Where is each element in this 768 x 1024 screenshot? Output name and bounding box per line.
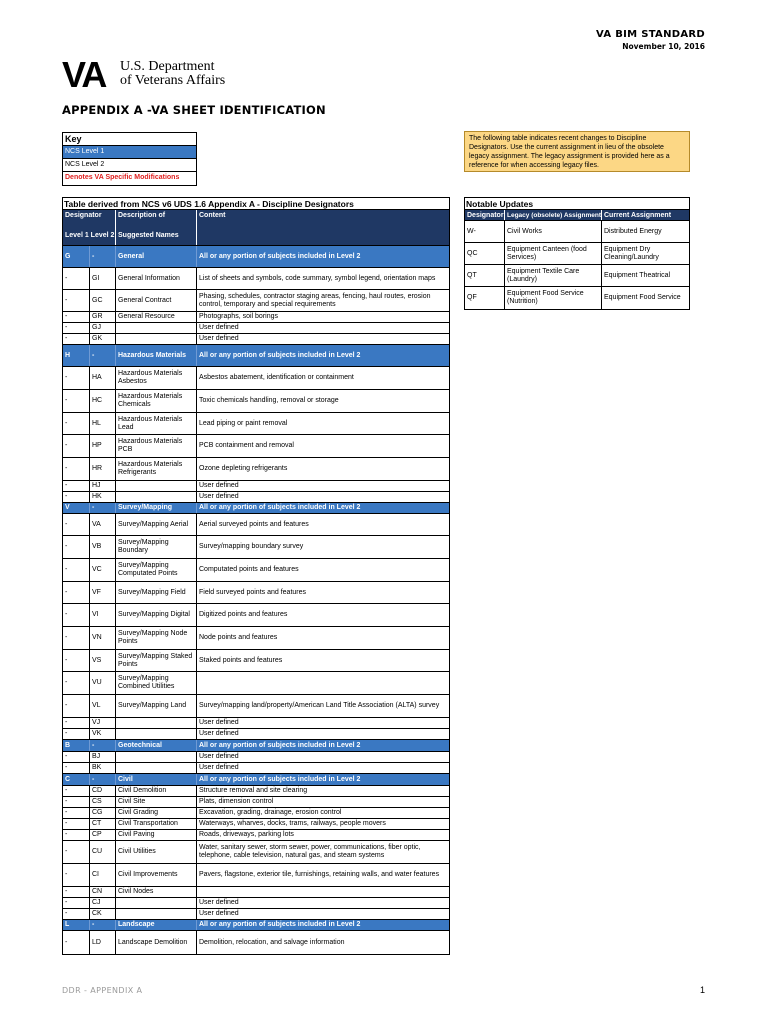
level-1-cell: B xyxy=(63,740,90,751)
name-cell: Survey/Mapping Digital xyxy=(116,604,197,626)
document-header xyxy=(596,29,705,51)
level-1-cell: - xyxy=(63,290,90,311)
content-cell: User defined xyxy=(199,730,239,737)
content-cell: Staked points and features xyxy=(199,656,283,664)
level-1-cell: - xyxy=(63,841,90,863)
name-cell: Landscape Demolition xyxy=(116,931,197,954)
level-1-cell: - xyxy=(63,718,90,728)
level-2-cell: HL xyxy=(90,413,116,434)
level-2-cell: HK xyxy=(90,492,116,502)
content-cell: All or any portion of subjects included in Level 2 xyxy=(199,351,361,359)
level-2-cell: GJ xyxy=(90,323,116,333)
table-caption: Table derived from NCS v6 UDS 1.6 Appendix A - Discipline Designators xyxy=(63,198,449,210)
level-2-cell: GR xyxy=(90,312,116,322)
level-1-cell: - xyxy=(63,435,90,457)
table-row xyxy=(63,627,449,650)
table-row xyxy=(63,864,449,887)
name-cell: Civil Grading xyxy=(116,808,197,818)
name-cell: Civil Nodes xyxy=(116,887,197,897)
level-2-cell: CP xyxy=(90,830,116,840)
table-row xyxy=(63,492,449,503)
level-2-cell: VJ xyxy=(90,718,116,728)
name-cell: Hazardous Materials PCB xyxy=(116,435,197,457)
level-2-cell: VB xyxy=(90,536,116,558)
name-cell xyxy=(116,898,197,908)
content-cell: Survey/mapping land/property/American Land Title Association (ALTA) survey xyxy=(199,702,440,709)
content-cell: Lead piping or paint removal xyxy=(199,419,288,427)
content-cell: All or any portion of subjects included in Level 2 xyxy=(199,775,361,783)
name-cell: General Contract xyxy=(116,290,197,311)
update-designator-cell: W- xyxy=(465,221,505,242)
update-current-cell: Equipment Food Service xyxy=(604,294,681,301)
key-legend xyxy=(62,132,197,186)
table-body xyxy=(63,246,449,954)
level-2-cell: CG xyxy=(90,808,116,818)
content-cell: Photographs, soil borings xyxy=(199,313,278,320)
level-2-cell: HJ xyxy=(90,481,116,491)
level-2-cell: HR xyxy=(90,458,116,480)
name-cell: Survey/Mapping Aerial xyxy=(116,514,197,535)
level-1-cell: - xyxy=(63,367,90,389)
level-1-cell: - xyxy=(63,909,90,919)
name-cell: Landscape xyxy=(116,920,197,930)
name-cell: Hazardous Materials Asbestos xyxy=(116,367,197,389)
level-1-cell: - xyxy=(63,931,90,954)
name-cell: Survey/Mapping xyxy=(116,503,197,513)
va-logo-text xyxy=(120,60,225,88)
content-cell: List of sheets and symbols, code summary, symbol legend, orientation maps xyxy=(199,274,436,282)
level-1-cell: L xyxy=(63,920,90,930)
level-1-cell: - xyxy=(63,752,90,762)
table-row xyxy=(63,819,449,830)
level-1-cell: - xyxy=(63,808,90,818)
level-1-cell: - xyxy=(63,536,90,558)
level-2-cell: - xyxy=(90,920,116,930)
table-row xyxy=(63,797,449,808)
update-current-cell: Distributed Energy xyxy=(604,227,662,235)
key-va-modifications: Denotes VA Specific Modifications xyxy=(65,174,180,181)
content-cell: Digitized points and features xyxy=(199,611,288,618)
level-1-cell: - xyxy=(63,458,90,480)
page-title: APPENDIX A -VA SHEET IDENTIFICATION xyxy=(62,103,326,117)
content-cell: User defined xyxy=(199,764,239,771)
name-cell xyxy=(116,334,197,344)
updates-caption: Notable Updates xyxy=(465,198,689,210)
content-cell: User defined xyxy=(199,910,239,917)
table-row xyxy=(63,559,449,582)
table-row xyxy=(63,931,449,954)
name-cell: Survey/Mapping Land xyxy=(116,695,197,717)
level-2-cell: CI xyxy=(90,864,116,886)
level-1-cell: - xyxy=(63,582,90,603)
level-1-row xyxy=(63,246,449,268)
update-legacy-cell: Civil Works xyxy=(505,221,602,242)
level-2-cell: VU xyxy=(90,672,116,694)
va-logo-line2: of Veterans Affairs xyxy=(120,73,226,88)
update-legacy-cell: Equipment Textile Care (Laundry) xyxy=(505,265,602,286)
document-date: November 10, 2016 xyxy=(622,42,705,51)
level-2-cell: VA xyxy=(90,514,116,535)
content-cell: Plats, dimension control xyxy=(199,798,274,805)
update-designator-cell: QC xyxy=(465,243,505,264)
content-cell: Water, sanitary sewer, storm sewer, power, communications, fiber optic, telephone, cable television, natural gas, and steam systems xyxy=(199,844,421,859)
level-1-cell: - xyxy=(63,898,90,908)
level-1-cell: - xyxy=(63,830,90,840)
content-cell: All or any portion of subjects included in Level 2 xyxy=(199,252,361,260)
level-labels: Level 1 Level 2 xyxy=(65,232,115,239)
content-cell: Asbestos abatement, identification or containment xyxy=(199,374,354,381)
update-row xyxy=(465,221,689,243)
content-cell: User defined xyxy=(199,899,239,906)
content-cell: Computated points and features xyxy=(199,566,299,573)
table-row xyxy=(63,729,449,740)
level-1-cell: - xyxy=(63,819,90,829)
name-cell: Hazardous Materials Chemicals xyxy=(116,390,197,412)
level-1-cell: - xyxy=(63,559,90,581)
level-2-cell: HA xyxy=(90,367,116,389)
level-1-row xyxy=(63,345,449,367)
level-2-cell: BJ xyxy=(90,752,116,762)
level-2-cell: GC xyxy=(90,290,116,311)
update-legacy-cell: Equipment Canteen (food Services) xyxy=(505,243,602,264)
level-2-cell: GK xyxy=(90,334,116,344)
level-2-cell: VN xyxy=(90,627,116,649)
update-legacy-cell: Equipment Food Service (Nutrition) xyxy=(505,287,602,309)
content-cell: Field surveyed points and features xyxy=(199,588,307,596)
suggested-names-label: Suggested Names xyxy=(118,232,179,239)
table-row xyxy=(63,898,449,909)
level-1-cell: - xyxy=(63,627,90,649)
update-row xyxy=(465,265,689,287)
table-row xyxy=(63,841,449,864)
name-cell: Hazardous Materials Refrigerants xyxy=(116,458,197,480)
table-row xyxy=(63,909,449,920)
description-header xyxy=(116,210,197,245)
content-cell: Structure removal and site clearing xyxy=(199,787,308,794)
page-number: 1 xyxy=(699,985,705,995)
level-1-cell: - xyxy=(63,864,90,886)
standard-title: VA BIM STANDARD xyxy=(596,29,705,40)
level-2-cell: VF xyxy=(90,582,116,603)
name-cell: Civil Transportation xyxy=(116,819,197,829)
content-cell: User defined xyxy=(199,324,239,331)
level-2-cell: HC xyxy=(90,390,116,412)
level-2-cell: - xyxy=(90,503,116,513)
table-row xyxy=(63,312,449,323)
level-2-cell: - xyxy=(90,740,116,751)
designator-header xyxy=(63,210,116,245)
level-2-cell: BK xyxy=(90,763,116,773)
table-row xyxy=(63,650,449,672)
content-cell: PCB containment and removal xyxy=(199,442,294,449)
table-row xyxy=(63,582,449,604)
level-1-row xyxy=(63,740,449,752)
content-cell: All or any portion of subjects included in Level 2 xyxy=(199,741,361,749)
name-cell xyxy=(116,909,197,919)
name-cell xyxy=(116,763,197,773)
name-cell: Civil Improvements xyxy=(116,864,197,886)
updates-legacy-header: Legacy (obsolete) Assignment xyxy=(507,211,602,219)
level-1-cell: - xyxy=(63,268,90,289)
level-1-cell: C xyxy=(63,774,90,785)
content-cell: Demolition, relocation, and salvage information xyxy=(199,938,345,946)
content-cell: User defined xyxy=(199,719,239,726)
name-cell: Civil Paving xyxy=(116,830,197,840)
name-cell xyxy=(116,492,197,502)
table-row xyxy=(63,752,449,763)
name-cell: Survey/Mapping Node Points xyxy=(116,627,197,649)
name-cell: Civil Site xyxy=(116,797,197,807)
name-cell: Survey/Mapping Staked Points xyxy=(116,650,197,671)
table-row xyxy=(63,695,449,718)
level-1-row xyxy=(63,920,449,931)
content-cell: Aerial surveyed points and features xyxy=(199,520,309,528)
content-cell: Ozone depleting refrigerants xyxy=(199,465,288,472)
name-cell: Hazardous Materials Lead xyxy=(116,413,197,434)
table-row xyxy=(63,334,449,345)
table-row xyxy=(63,367,449,390)
content-cell: Pavers, flagstone, exterior tile, furnishings, retaining walls, and water features xyxy=(199,871,440,878)
name-cell: Survey/Mapping Boundary xyxy=(116,536,197,558)
level-1-cell: H xyxy=(63,345,90,366)
table-row xyxy=(63,763,449,774)
level-1-cell: - xyxy=(63,650,90,671)
name-cell: Civil xyxy=(116,774,197,785)
level-1-cell: - xyxy=(63,492,90,502)
level-1-cell: - xyxy=(63,514,90,535)
level-2-cell: VI xyxy=(90,604,116,626)
name-cell: Hazardous Materials xyxy=(116,345,197,366)
update-current-cell: Equipment Dry Cleaning/Laundry xyxy=(604,245,659,261)
level-1-cell: - xyxy=(63,763,90,773)
content-cell: User defined xyxy=(199,493,239,500)
level-1-cell: - xyxy=(63,887,90,897)
level-2-cell: CT xyxy=(90,819,116,829)
name-cell xyxy=(116,718,197,728)
update-row xyxy=(465,243,689,265)
name-cell: Survey/Mapping Computated Points xyxy=(116,559,197,581)
level-1-cell: - xyxy=(63,481,90,491)
update-designator-cell: QF xyxy=(465,287,505,309)
va-logo-mark: VA xyxy=(62,54,106,95)
content-cell: User defined xyxy=(199,482,239,489)
level-1-cell: - xyxy=(63,413,90,434)
table-row xyxy=(63,672,449,695)
content-cell: All or any portion of subjects included in Level 2 xyxy=(199,504,361,511)
description-label: Description of xyxy=(118,212,166,219)
update-row xyxy=(465,287,689,309)
level-2-cell: CU xyxy=(90,841,116,863)
table-row xyxy=(63,718,449,729)
level-2-cell: HP xyxy=(90,435,116,457)
level-1-cell: - xyxy=(63,390,90,412)
name-cell: General Information xyxy=(116,268,197,289)
changes-note: The following table indicates recent changes to Discipline Designators. Use the current assignment in lieu of the obsolete legacy assignment. The legacy assignment is provided here as a reference for when accessing legacy files. xyxy=(464,131,690,172)
content-cell: Excavation, grading, drainage, erosion control xyxy=(199,809,342,816)
level-2-cell: GI xyxy=(90,268,116,289)
level-2-cell: CS xyxy=(90,797,116,807)
level-2-cell: LD xyxy=(90,931,116,954)
content-label: Content xyxy=(199,212,226,219)
table-row xyxy=(63,413,449,435)
name-cell: Survey/Mapping Combined Utilities xyxy=(116,672,197,694)
content-cell: Phasing, schedules, contractor staging areas, fencing, haul routes, erosion control, temporary and special requirements xyxy=(199,292,431,308)
level-2-cell: - xyxy=(90,774,116,785)
table-row xyxy=(63,887,449,898)
update-designator-cell: QT xyxy=(465,265,505,286)
name-cell xyxy=(116,729,197,739)
name-cell: Civil Utilities xyxy=(116,841,197,863)
notable-updates-table xyxy=(464,197,690,310)
update-current-cell: Equipment Theatrical xyxy=(604,271,671,279)
designator-label: Designator xyxy=(65,212,102,219)
level-1-cell: - xyxy=(63,729,90,739)
name-cell xyxy=(116,752,197,762)
updates-designator-header: Designator xyxy=(467,211,504,219)
name-cell xyxy=(116,323,197,333)
level-1-cell: - xyxy=(63,604,90,626)
level-2-cell: CK xyxy=(90,909,116,919)
level-1-cell: - xyxy=(63,797,90,807)
table-row xyxy=(63,290,449,312)
level-1-row xyxy=(63,503,449,514)
level-1-cell: V xyxy=(63,503,90,513)
table-row xyxy=(63,536,449,559)
level-1-cell: - xyxy=(63,672,90,694)
content-cell: Waterways, wharves, docks, trams, railways, people movers xyxy=(199,820,386,827)
level-1-cell: - xyxy=(63,323,90,333)
name-cell: Survey/Mapping Field xyxy=(116,582,197,603)
name-cell: Geotechnical xyxy=(116,740,197,751)
content-cell: Survey/mapping boundary survey xyxy=(199,543,304,550)
updates-header xyxy=(465,210,689,221)
content-cell: All or any portion of subjects included in Level 2 xyxy=(199,921,361,928)
table-row xyxy=(63,458,449,481)
content-cell: Roads, driveways, parking lots xyxy=(199,831,294,838)
content-header xyxy=(197,210,449,245)
table-row xyxy=(63,481,449,492)
level-1-cell: - xyxy=(63,334,90,344)
table-row xyxy=(63,808,449,819)
level-1-cell: G xyxy=(63,246,90,267)
key-title: Key xyxy=(63,133,196,146)
content-cell xyxy=(197,672,449,694)
level-1-row xyxy=(63,774,449,786)
va-logo-line1: U.S. Department xyxy=(120,59,215,74)
content-cell: Toxic chemicals handling, removal or storage xyxy=(199,397,339,404)
content-cell: Node points and features xyxy=(199,634,278,641)
level-2-cell: CD xyxy=(90,786,116,796)
key-ncs-level-2: NCS Level 2 xyxy=(63,159,196,172)
level-2-cell: VK xyxy=(90,729,116,739)
updates-body xyxy=(465,221,689,309)
level-1-cell: - xyxy=(63,312,90,322)
updates-current-header: Current Assignment xyxy=(604,211,672,219)
level-2-cell: VS xyxy=(90,650,116,671)
table-row xyxy=(63,323,449,334)
level-2-cell: CJ xyxy=(90,898,116,908)
discipline-designators-table xyxy=(62,197,450,955)
level-2-cell: - xyxy=(90,246,116,267)
name-cell: General xyxy=(116,246,197,267)
table-row xyxy=(63,786,449,797)
level-1-cell: - xyxy=(63,695,90,717)
table-row xyxy=(63,390,449,413)
table-header xyxy=(63,210,449,246)
level-2-cell: VL xyxy=(90,695,116,717)
table-row xyxy=(63,604,449,627)
table-row xyxy=(63,268,449,290)
level-2-cell: - xyxy=(90,345,116,366)
level-2-cell: VC xyxy=(90,559,116,581)
content-cell: User defined xyxy=(199,753,239,760)
name-cell: Civil Demolition xyxy=(116,786,197,796)
level-1-cell: - xyxy=(63,786,90,796)
name-cell: General Resource xyxy=(116,312,197,322)
level-2-cell: CN xyxy=(90,887,116,897)
content-cell: User defined xyxy=(199,335,239,342)
table-row xyxy=(63,830,449,841)
table-row xyxy=(63,514,449,536)
content-cell xyxy=(197,887,449,897)
name-cell xyxy=(116,481,197,491)
footer-label: DDR - APPENDIX A xyxy=(62,986,143,995)
key-ncs-level-1: NCS Level 1 xyxy=(63,146,196,159)
table-row xyxy=(63,435,449,458)
